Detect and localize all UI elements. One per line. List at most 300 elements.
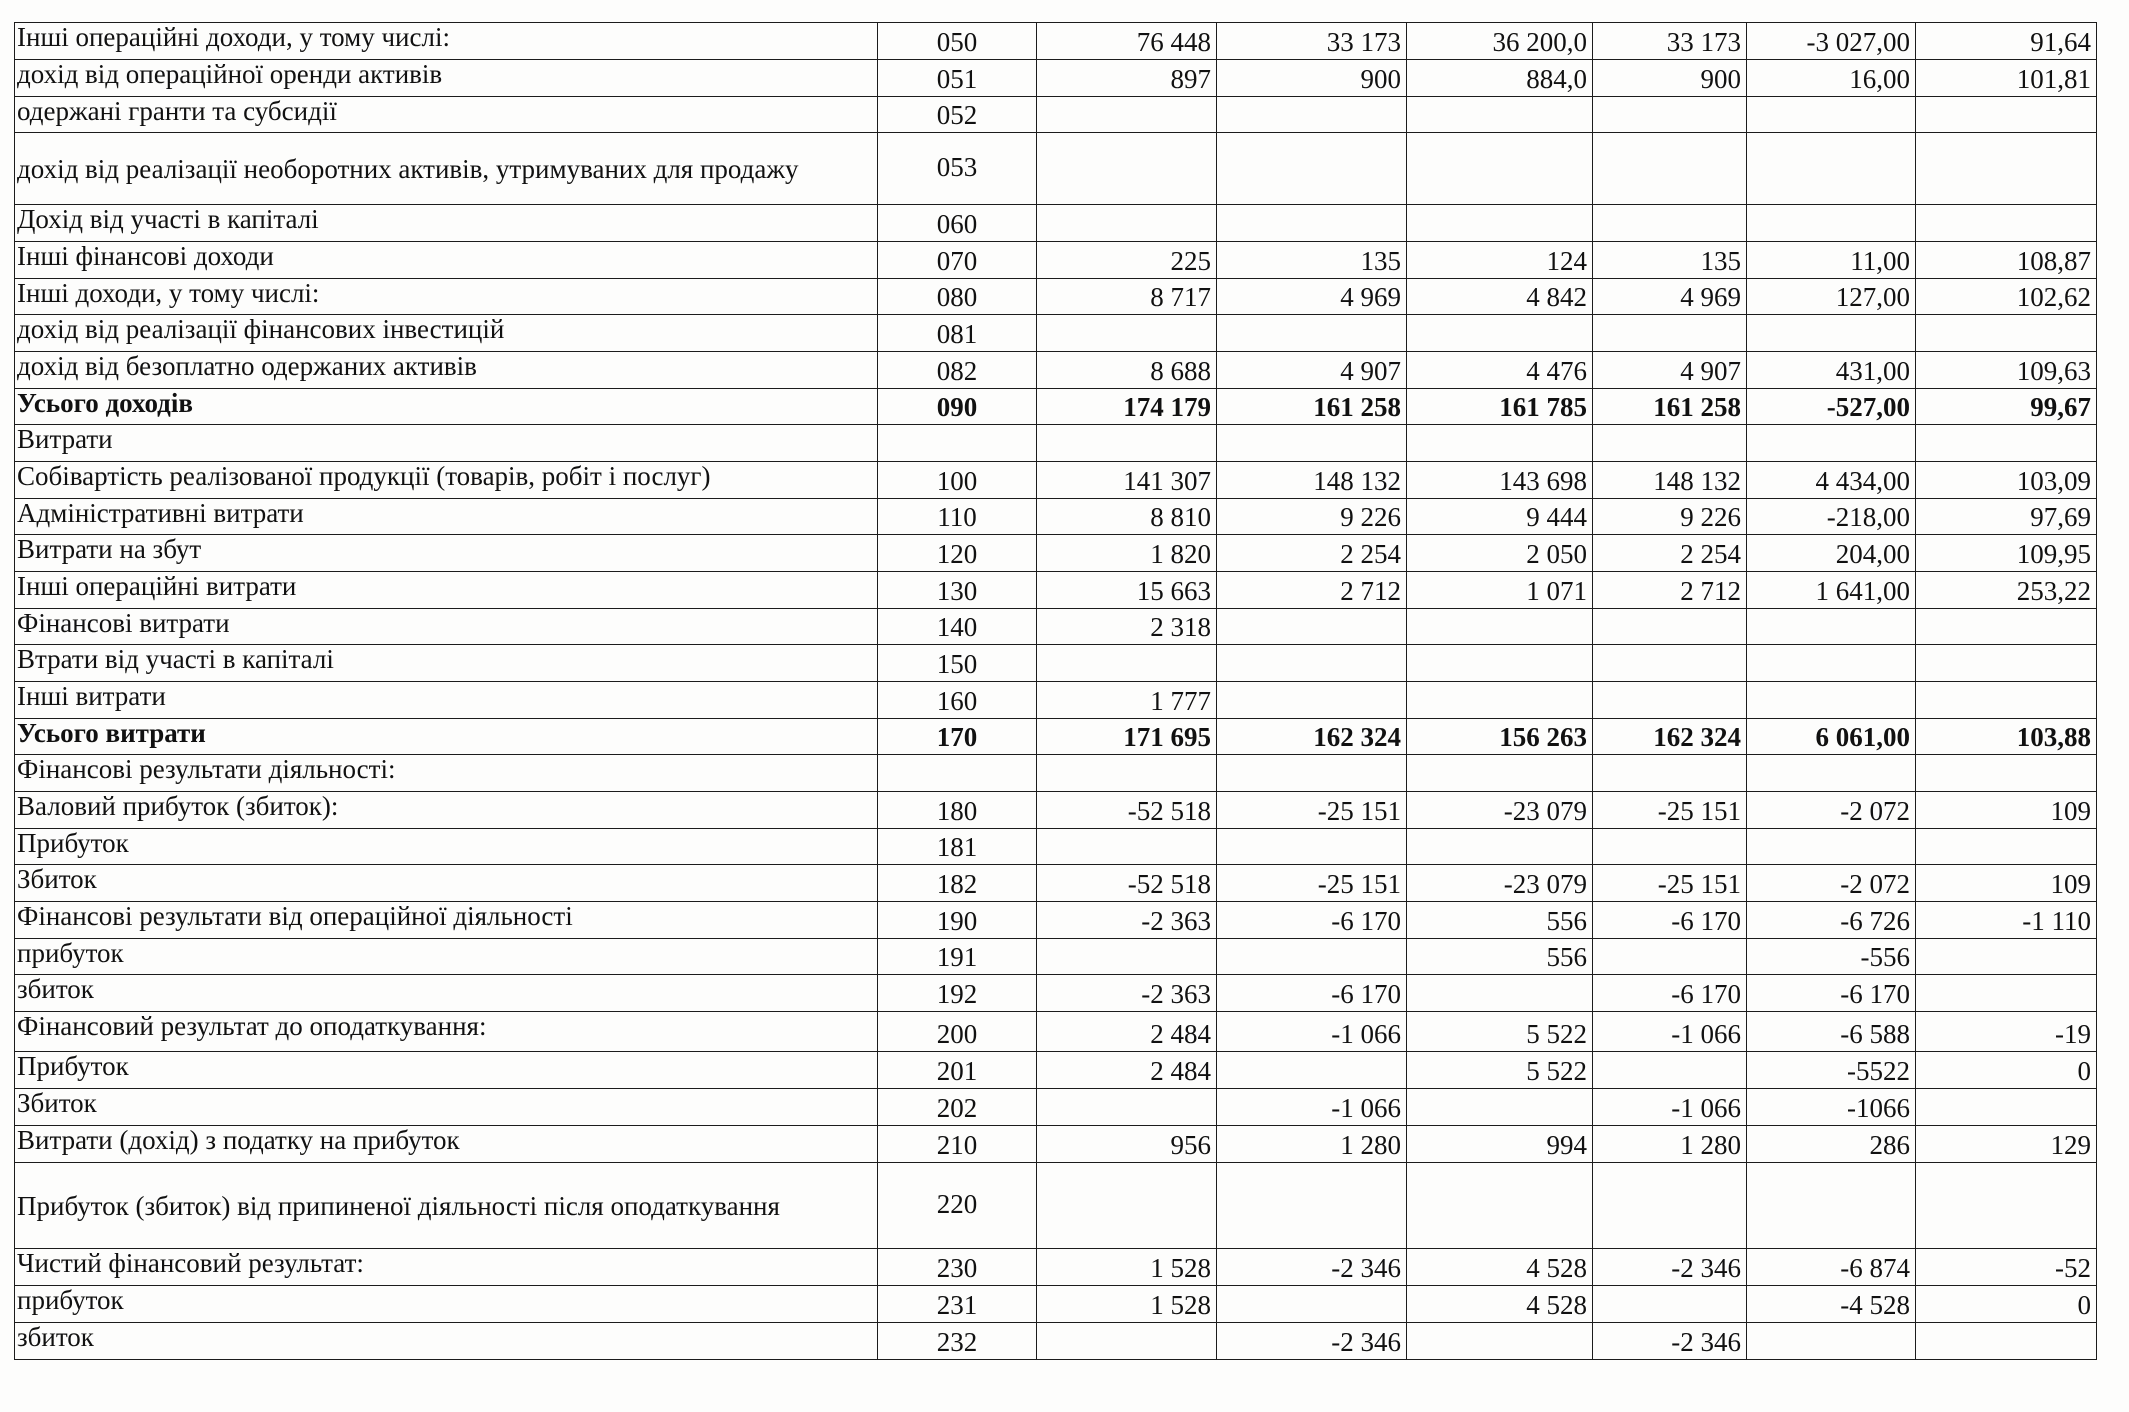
table-row <box>15 829 2097 865</box>
value-cell <box>1037 315 1217 352</box>
value-cell: 148 132 <box>1217 462 1407 499</box>
value-cell: 4 842 <box>1407 279 1593 315</box>
value-cell: -2 363 <box>1037 902 1217 939</box>
table-row <box>15 1052 2097 1089</box>
table-row <box>15 645 2097 682</box>
financial-results-sheet <box>14 22 2096 1377</box>
value-cell: -6 170 <box>1217 975 1407 1012</box>
value-cell: 0 <box>1916 1286 2097 1323</box>
value-cell <box>1217 682 1407 719</box>
value-cell <box>1916 609 2097 645</box>
value-cell: -1 066 <box>1593 1089 1747 1126</box>
table-row <box>15 242 2097 279</box>
row-name: Прибуток <box>15 829 878 865</box>
value-cell: 2 318 <box>1037 609 1217 645</box>
value-cell <box>1593 829 1747 865</box>
value-cell <box>1037 1323 1217 1360</box>
value-cell: 141 307 <box>1037 462 1217 499</box>
table-row <box>15 902 2097 939</box>
value-cell <box>1407 97 1593 133</box>
table-row <box>15 939 2097 975</box>
table-row <box>15 609 2097 645</box>
value-cell: -1 066 <box>1217 1089 1407 1126</box>
row-code: 052 <box>878 97 1037 133</box>
row-code: 180 <box>878 792 1037 829</box>
value-cell <box>1916 645 2097 682</box>
value-cell <box>1407 205 1593 242</box>
value-cell: 33 173 <box>1217 23 1407 60</box>
value-cell: 956 <box>1037 1126 1217 1163</box>
value-cell <box>1747 755 1916 792</box>
row-name: Інші операційні доходи, у тому числі: <box>15 23 878 60</box>
row-name: Дохід від участі в капіталі <box>15 205 878 242</box>
value-cell <box>1037 425 1217 462</box>
value-cell: -556 <box>1747 939 1916 975</box>
value-cell <box>1037 829 1217 865</box>
value-cell: 994 <box>1407 1126 1593 1163</box>
row-name: Чистий фінансовий результат: <box>15 1249 878 1286</box>
value-cell <box>1593 97 1747 133</box>
value-cell: -25 151 <box>1217 792 1407 829</box>
row-name: Фінансові результати діяльності: <box>15 755 878 792</box>
row-name: Інші витрати <box>15 682 878 719</box>
value-cell: 2 712 <box>1593 572 1747 609</box>
value-cell <box>1916 133 2097 205</box>
value-cell <box>1593 205 1747 242</box>
table-row <box>15 279 2097 315</box>
value-cell: 2 484 <box>1037 1052 1217 1089</box>
value-cell: 99,67 <box>1916 389 2097 425</box>
value-cell <box>1037 205 1217 242</box>
value-cell: -2 072 <box>1747 792 1916 829</box>
value-cell <box>1217 1052 1407 1089</box>
row-name: одержані гранти та субсидії <box>15 97 878 133</box>
value-cell <box>1407 425 1593 462</box>
value-cell <box>1747 1323 1916 1360</box>
value-cell: -218,00 <box>1747 499 1916 535</box>
value-cell <box>1407 755 1593 792</box>
value-cell: 162 324 <box>1217 719 1407 755</box>
value-cell: -23 079 <box>1407 865 1593 902</box>
value-cell <box>1217 755 1407 792</box>
row-name: Інші фінансові доходи <box>15 242 878 279</box>
value-cell: -1 110 <box>1916 902 2097 939</box>
value-cell: 9 226 <box>1217 499 1407 535</box>
row-code: 200 <box>878 1012 1037 1052</box>
value-cell <box>1407 682 1593 719</box>
value-cell: 1 641,00 <box>1747 572 1916 609</box>
value-cell: 174 179 <box>1037 389 1217 425</box>
value-cell <box>1747 609 1916 645</box>
row-name: Збиток <box>15 865 878 902</box>
table-row <box>15 1163 2097 1249</box>
row-code: 220 <box>878 1163 1037 1249</box>
value-cell: -6 874 <box>1747 1249 1916 1286</box>
value-cell <box>1217 829 1407 865</box>
value-cell: -1 066 <box>1217 1012 1407 1052</box>
table-row <box>15 792 2097 829</box>
row-code: 191 <box>878 939 1037 975</box>
value-cell: 900 <box>1217 60 1407 97</box>
value-cell <box>1747 645 1916 682</box>
row-code: 160 <box>878 682 1037 719</box>
row-name: Адміністративні витрати <box>15 499 878 535</box>
row-code: 170 <box>878 719 1037 755</box>
value-cell: -3 027,00 <box>1747 23 1916 60</box>
value-cell: 2 050 <box>1407 535 1593 572</box>
value-cell: 2 254 <box>1217 535 1407 572</box>
value-cell: 4 907 <box>1217 352 1407 389</box>
value-cell <box>1407 1163 1593 1249</box>
row-name: Усього витрати <box>15 719 878 755</box>
value-cell: 431,00 <box>1747 352 1916 389</box>
row-name: прибуток <box>15 939 878 975</box>
value-cell <box>1037 1089 1217 1126</box>
value-cell <box>1217 609 1407 645</box>
table-row <box>15 1126 2097 1163</box>
value-cell: 97,69 <box>1916 499 2097 535</box>
row-name: збиток <box>15 1323 878 1360</box>
value-cell: 4 528 <box>1407 1286 1593 1323</box>
value-cell <box>1217 133 1407 205</box>
value-cell <box>1593 1163 1747 1249</box>
row-code: 232 <box>878 1323 1037 1360</box>
row-name: Витрати <box>15 425 878 462</box>
value-cell: -4 528 <box>1747 1286 1916 1323</box>
table-row <box>15 425 2097 462</box>
value-cell: 4 907 <box>1593 352 1747 389</box>
value-cell: -2 346 <box>1217 1249 1407 1286</box>
value-cell <box>1916 1089 2097 1126</box>
row-code: 181 <box>878 829 1037 865</box>
table-row <box>15 60 2097 97</box>
value-cell <box>1407 829 1593 865</box>
row-code: 140 <box>878 609 1037 645</box>
value-cell: -2 072 <box>1747 865 1916 902</box>
table-row <box>15 315 2097 352</box>
value-cell: 8 810 <box>1037 499 1217 535</box>
value-cell: 556 <box>1407 939 1593 975</box>
row-name: Валовий прибуток (збиток): <box>15 792 878 829</box>
value-cell: 129 <box>1916 1126 2097 1163</box>
value-cell <box>1916 755 2097 792</box>
value-cell: -25 151 <box>1217 865 1407 902</box>
value-cell: -2 346 <box>1593 1323 1747 1360</box>
value-cell: -1066 <box>1747 1089 1916 1126</box>
value-cell <box>1037 1163 1217 1249</box>
value-cell: 1 280 <box>1217 1126 1407 1163</box>
value-cell: 204,00 <box>1747 535 1916 572</box>
value-cell: 36 200,0 <box>1407 23 1593 60</box>
value-cell <box>1217 315 1407 352</box>
value-cell: 5 522 <box>1407 1052 1593 1089</box>
value-cell <box>1747 829 1916 865</box>
table-row <box>15 462 2097 499</box>
value-cell: -6 726 <box>1747 902 1916 939</box>
value-cell: -25 151 <box>1593 865 1747 902</box>
value-cell <box>1593 425 1747 462</box>
value-cell: 148 132 <box>1593 462 1747 499</box>
value-cell: -23 079 <box>1407 792 1593 829</box>
value-cell <box>1407 1323 1593 1360</box>
row-code: 202 <box>878 1089 1037 1126</box>
value-cell <box>1407 1089 1593 1126</box>
value-cell <box>1916 205 2097 242</box>
value-cell <box>1407 315 1593 352</box>
value-cell <box>1217 97 1407 133</box>
value-cell: 33 173 <box>1593 23 1747 60</box>
value-cell <box>1747 682 1916 719</box>
value-cell: 162 324 <box>1593 719 1747 755</box>
table-row <box>15 389 2097 425</box>
value-cell: 1 528 <box>1037 1286 1217 1323</box>
value-cell: -6 170 <box>1593 975 1747 1012</box>
value-cell: 1 820 <box>1037 535 1217 572</box>
value-cell: 143 698 <box>1407 462 1593 499</box>
table-row <box>15 719 2097 755</box>
value-cell: -52 <box>1916 1249 2097 1286</box>
value-cell: 108,87 <box>1916 242 2097 279</box>
value-cell <box>1593 1286 1747 1323</box>
value-cell <box>1217 939 1407 975</box>
value-cell: 15 663 <box>1037 572 1217 609</box>
value-cell: -1 066 <box>1593 1012 1747 1052</box>
table-row <box>15 352 2097 389</box>
row-code: 080 <box>878 279 1037 315</box>
value-cell <box>1407 975 1593 1012</box>
value-cell: 16,00 <box>1747 60 1916 97</box>
value-cell: 1 528 <box>1037 1249 1217 1286</box>
row-code: 082 <box>878 352 1037 389</box>
value-cell: -19 <box>1916 1012 2097 1052</box>
value-cell: 4 528 <box>1407 1249 1593 1286</box>
value-cell: 2 484 <box>1037 1012 1217 1052</box>
value-cell: 109,95 <box>1916 535 2097 572</box>
row-code: 090 <box>878 389 1037 425</box>
value-cell: 109,63 <box>1916 352 2097 389</box>
value-cell: 556 <box>1407 902 1593 939</box>
row-code <box>878 755 1037 792</box>
row-code: 201 <box>878 1052 1037 1089</box>
value-cell: 161 258 <box>1593 389 1747 425</box>
row-name: Інші доходи, у тому числі: <box>15 279 878 315</box>
value-cell <box>1593 682 1747 719</box>
value-cell: -52 518 <box>1037 792 1217 829</box>
value-cell <box>1217 645 1407 682</box>
value-cell <box>1916 1323 2097 1360</box>
value-cell: 253,22 <box>1916 572 2097 609</box>
row-name: Фінансові результати від операційної діяльності <box>15 902 878 939</box>
value-cell <box>1916 97 2097 133</box>
value-cell: -6 588 <box>1747 1012 1916 1052</box>
row-name: Витрати на збут <box>15 535 878 572</box>
value-cell: 135 <box>1217 242 1407 279</box>
row-code: 110 <box>878 499 1037 535</box>
value-cell <box>1916 1163 2097 1249</box>
value-cell <box>1593 133 1747 205</box>
table-row <box>15 975 2097 1012</box>
table-row <box>15 499 2097 535</box>
row-code: 182 <box>878 865 1037 902</box>
value-cell: 900 <box>1593 60 1747 97</box>
value-cell: 9 226 <box>1593 499 1747 535</box>
row-name: Усього доходів <box>15 389 878 425</box>
value-cell: 0 <box>1916 1052 2097 1089</box>
value-cell: 135 <box>1593 242 1747 279</box>
value-cell: 103,88 <box>1916 719 2097 755</box>
row-name: Інші операційні витрати <box>15 572 878 609</box>
value-cell <box>1916 975 2097 1012</box>
value-cell: 5 522 <box>1407 1012 1593 1052</box>
value-cell: 161 258 <box>1217 389 1407 425</box>
row-name: дохід від реалізації необоротних активів, утримуваних для продажу <box>15 133 878 205</box>
value-cell: -2 363 <box>1037 975 1217 1012</box>
value-cell <box>1593 645 1747 682</box>
value-cell: -52 518 <box>1037 865 1217 902</box>
value-cell: 8 717 <box>1037 279 1217 315</box>
value-cell <box>1217 1163 1407 1249</box>
value-cell <box>1037 133 1217 205</box>
value-cell: -25 151 <box>1593 792 1747 829</box>
value-cell <box>1407 133 1593 205</box>
value-cell: 4 476 <box>1407 352 1593 389</box>
table-row <box>15 1249 2097 1286</box>
row-name: Фінансові витрати <box>15 609 878 645</box>
value-cell: 76 448 <box>1037 23 1217 60</box>
value-cell: -6 170 <box>1747 975 1916 1012</box>
value-cell: 2 254 <box>1593 535 1747 572</box>
row-code: 130 <box>878 572 1037 609</box>
table-row <box>15 1286 2097 1323</box>
value-cell: 156 263 <box>1407 719 1593 755</box>
row-name: Фінансовий результат до оподаткування: <box>15 1012 878 1052</box>
row-code: 070 <box>878 242 1037 279</box>
row-code: 051 <box>878 60 1037 97</box>
value-cell <box>1037 755 1217 792</box>
value-cell <box>1217 205 1407 242</box>
value-cell <box>1747 133 1916 205</box>
value-cell <box>1747 315 1916 352</box>
value-cell <box>1407 609 1593 645</box>
row-name: Прибуток <box>15 1052 878 1089</box>
value-cell: 6 061,00 <box>1747 719 1916 755</box>
row-code: 231 <box>878 1286 1037 1323</box>
value-cell <box>1593 755 1747 792</box>
row-code: 050 <box>878 23 1037 60</box>
value-cell <box>1747 1163 1916 1249</box>
value-cell <box>1916 315 2097 352</box>
row-name: Витрати (дохід) з податку на прибуток <box>15 1126 878 1163</box>
row-code: 192 <box>878 975 1037 1012</box>
value-cell <box>1217 425 1407 462</box>
row-name: дохід від безоплатно одержаних активів <box>15 352 878 389</box>
value-cell: 4 969 <box>1217 279 1407 315</box>
value-cell: 103,09 <box>1916 462 2097 499</box>
row-name: збиток <box>15 975 878 1012</box>
value-cell: 4 434,00 <box>1747 462 1916 499</box>
value-cell: 4 969 <box>1593 279 1747 315</box>
table-row <box>15 865 2097 902</box>
value-cell <box>1037 97 1217 133</box>
value-cell: -6 170 <box>1217 902 1407 939</box>
row-code: 053 <box>878 133 1037 205</box>
value-cell: 109 <box>1916 792 2097 829</box>
value-cell <box>1037 939 1217 975</box>
value-cell: 1 071 <box>1407 572 1593 609</box>
value-cell <box>1916 682 2097 719</box>
value-cell <box>1916 829 2097 865</box>
table-row <box>15 97 2097 133</box>
row-name: Собівартість реалізованої продукції (товарів, робіт і послуг) <box>15 462 878 499</box>
value-cell <box>1593 1052 1747 1089</box>
row-code: 230 <box>878 1249 1037 1286</box>
value-cell: 161 785 <box>1407 389 1593 425</box>
table-row <box>15 205 2097 242</box>
row-code: 120 <box>878 535 1037 572</box>
row-name: Втрати від участі в капіталі <box>15 645 878 682</box>
financial-results-table <box>14 22 2097 1360</box>
value-cell: 124 <box>1407 242 1593 279</box>
row-code: 060 <box>878 205 1037 242</box>
value-cell <box>1747 97 1916 133</box>
value-cell: 127,00 <box>1747 279 1916 315</box>
value-cell <box>1916 425 2097 462</box>
row-code: 210 <box>878 1126 1037 1163</box>
value-cell: -5522 <box>1747 1052 1916 1089</box>
value-cell: 91,64 <box>1916 23 2097 60</box>
row-name: дохід від реалізації фінансових інвестицій <box>15 315 878 352</box>
table-row <box>15 1089 2097 1126</box>
table-row <box>15 133 2097 205</box>
table-row <box>15 1012 2097 1052</box>
table-row <box>15 23 2097 60</box>
table-row <box>15 755 2097 792</box>
value-cell: 897 <box>1037 60 1217 97</box>
value-cell: 286 <box>1747 1126 1916 1163</box>
value-cell <box>1916 939 2097 975</box>
value-cell: -2 346 <box>1593 1249 1747 1286</box>
value-cell <box>1407 645 1593 682</box>
row-code: 190 <box>878 902 1037 939</box>
value-cell: 2 712 <box>1217 572 1407 609</box>
value-cell <box>1747 205 1916 242</box>
row-name: дохід від операційної оренди активів <box>15 60 878 97</box>
row-code: 150 <box>878 645 1037 682</box>
table-row <box>15 1323 2097 1360</box>
value-cell: 9 444 <box>1407 499 1593 535</box>
value-cell: 8 688 <box>1037 352 1217 389</box>
row-name: Збиток <box>15 1089 878 1126</box>
value-cell: 101,81 <box>1916 60 2097 97</box>
value-cell: -2 346 <box>1217 1323 1407 1360</box>
value-cell: 225 <box>1037 242 1217 279</box>
value-cell: 884,0 <box>1407 60 1593 97</box>
table-row <box>15 682 2097 719</box>
row-code <box>878 425 1037 462</box>
value-cell: 109 <box>1916 865 2097 902</box>
value-cell: -527,00 <box>1747 389 1916 425</box>
row-code: 081 <box>878 315 1037 352</box>
value-cell <box>1037 645 1217 682</box>
value-cell: 1 280 <box>1593 1126 1747 1163</box>
value-cell: 1 777 <box>1037 682 1217 719</box>
row-name: прибуток <box>15 1286 878 1323</box>
table-row <box>15 535 2097 572</box>
value-cell <box>1593 315 1747 352</box>
value-cell: 102,62 <box>1916 279 2097 315</box>
value-cell: -6 170 <box>1593 902 1747 939</box>
value-cell <box>1217 1286 1407 1323</box>
